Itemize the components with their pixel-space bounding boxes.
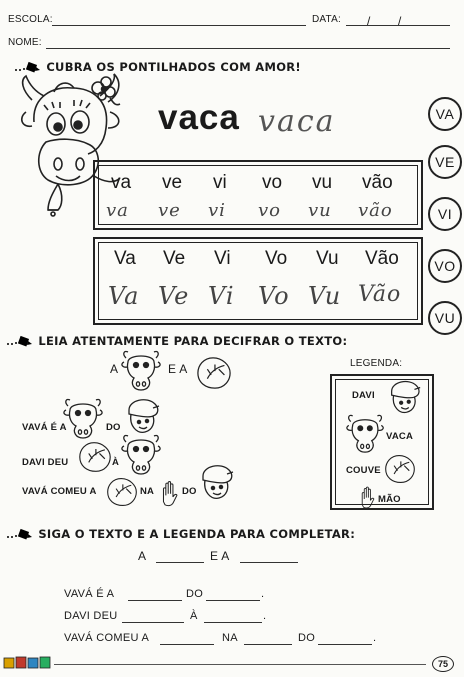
cursive-vo: vo (258, 200, 282, 221)
instruction-1-text: CUBRA OS PONTILHADOS COM AMOR! (46, 60, 301, 74)
syllable-Vao: Vão (365, 248, 399, 269)
boy-davi-icon (122, 396, 162, 436)
cabbage-leaf-icon (106, 476, 138, 508)
pencil-bullet-icon (6, 336, 32, 348)
cursive-Vi: Vi (208, 282, 235, 310)
cow-head-icon (122, 434, 162, 476)
cabbage-leaf-icon (384, 453, 416, 485)
syllable-vo: vo (262, 172, 283, 193)
syllable-Vi: Vi (214, 248, 231, 269)
cow-head-icon (122, 350, 162, 392)
line2-blank-2[interactable] (206, 600, 260, 601)
legend-vaca: VACA (386, 431, 414, 442)
line3-davi-deu: DAVI DEU (64, 610, 118, 622)
cursive-Vu: Vu (308, 282, 342, 310)
pencil-bullet-icon (6, 529, 32, 541)
word-vaca-cursive: vaca (258, 104, 336, 139)
text-do-2: DO (182, 486, 197, 497)
text-davi-deu: DAVI DEU (22, 457, 69, 468)
footer-rule (54, 664, 426, 665)
line2-period: . (261, 588, 265, 600)
syllable-vu: vu (312, 172, 333, 193)
text-a: A (110, 362, 119, 376)
date-label: DATA: (312, 14, 341, 25)
syllable-vao: vão (362, 172, 393, 193)
syllable-va: va (111, 172, 132, 193)
hand-icon (156, 478, 182, 508)
line1-a: A (138, 549, 147, 563)
date-separator: / (367, 14, 371, 28)
line2-blank-1[interactable] (128, 600, 182, 601)
syllable-Vo: Vo (265, 248, 288, 269)
line4-na: NA (222, 632, 238, 644)
legend-couve: COUVE (346, 465, 381, 476)
name-label: NOME: (8, 37, 42, 48)
cursive-va: va (106, 200, 129, 221)
circle-va: VA (428, 97, 462, 131)
line4-vava-comeu-a: VAVÁ COMEU A (64, 632, 150, 644)
text-vava-comeu-a: VAVÁ COMEU A (22, 486, 97, 497)
page-number: 75 (432, 656, 454, 672)
line1-e-a: E A (210, 549, 230, 563)
syllable-Vu: Vu (316, 248, 339, 269)
cabbage-leaf-icon (196, 355, 232, 391)
text-a-crase: À (112, 457, 120, 468)
circle-vo: VO (428, 249, 462, 283)
syllable-vi: vi (213, 172, 227, 193)
line2-vava-e-a: VAVÁ É A (64, 588, 115, 600)
syllable-ve: ve (162, 172, 183, 193)
cursive-vi: vi (208, 200, 226, 221)
word-vaca: vaca (158, 98, 240, 137)
line3-period: . (263, 610, 267, 622)
cow-head-icon (346, 414, 386, 454)
cursive-Ve: Ve (158, 282, 190, 310)
line4-period: . (373, 632, 377, 644)
line3-a-crase: À (190, 610, 198, 622)
line3-blank-2[interactable] (204, 622, 262, 623)
text-vava-e-a: VAVÁ É A (22, 422, 67, 433)
name-field[interactable] (46, 48, 450, 49)
circle-ve: VE (428, 145, 462, 179)
cursive-Vao: Vão (358, 282, 402, 307)
cow-head-icon (64, 398, 104, 440)
date-separator: / (398, 14, 402, 28)
syllable-Va: Va (114, 248, 136, 269)
instruction-3 (6, 527, 355, 541)
cursive-vao: vão (358, 200, 393, 221)
footer-logo-icon (4, 656, 52, 670)
legend-title: LEGENDA: (350, 358, 403, 369)
boy-davi-icon (196, 462, 236, 502)
text-na: NA (140, 486, 155, 497)
school-field[interactable] (52, 25, 306, 26)
instruction-2-text: LEIA ATENTAMENTE PARA DECIFRAR O TEXTO: (38, 334, 348, 348)
text-e-a: E A (168, 362, 188, 376)
circle-vu: VU (428, 301, 462, 335)
cabbage-leaf-icon (78, 440, 112, 474)
syllable-Ve: Ve (163, 248, 186, 269)
legend-davi: DAVI (352, 390, 375, 401)
text-do: DO (106, 422, 121, 433)
line3-blank-1[interactable] (122, 622, 184, 623)
line4-do: DO (298, 632, 316, 644)
line4-blank-2[interactable] (244, 644, 292, 645)
line1-blank-1[interactable] (156, 562, 204, 563)
circle-vi: VI (428, 197, 462, 231)
line4-blank-3[interactable] (318, 644, 372, 645)
boy-davi-icon (384, 378, 424, 416)
hand-icon (356, 484, 378, 510)
school-label: ESCOLA: (8, 14, 53, 25)
line1-blank-2[interactable] (240, 562, 298, 563)
line2-do: DO (186, 588, 204, 600)
legend-mao: MÃO (378, 494, 401, 505)
cursive-Vo: Vo (258, 282, 290, 310)
instruction-2 (6, 334, 347, 348)
line4-blank-1[interactable] (160, 644, 214, 645)
cursive-vu: vu (308, 200, 332, 221)
instruction-3-text: SIGA O TEXTO E A LEGENDA PARA COMPLETAR: (38, 527, 356, 541)
cursive-ve: ve (158, 200, 181, 221)
cursive-Va: Va (108, 282, 140, 310)
